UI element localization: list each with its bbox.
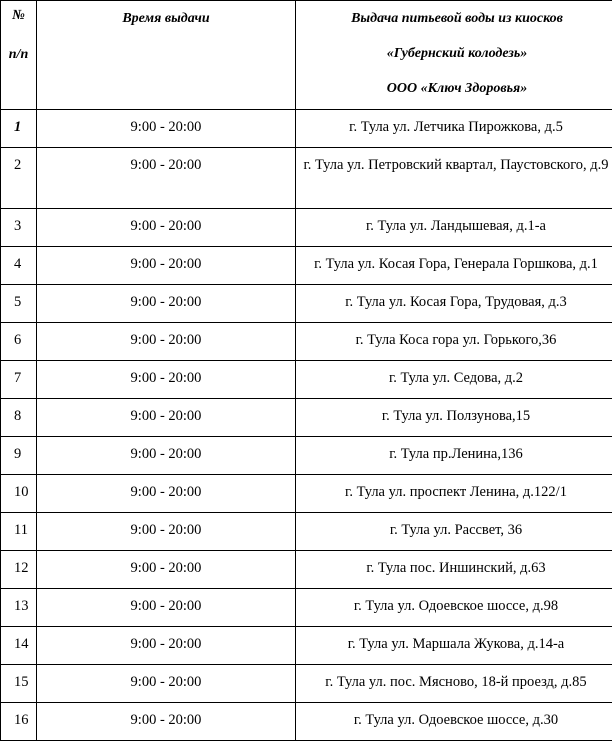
row-address: г. Тула пр.Ленина,136 <box>296 437 612 475</box>
header-row <box>1 1 612 110</box>
row-time: 9:00 - 20:00 <box>37 437 296 475</box>
row-time: 9:00 - 20:00 <box>37 148 296 209</box>
row-number: 13 <box>1 589 37 627</box>
row-time: 9:00 - 20:00 <box>37 475 296 513</box>
row-time: 9:00 - 20:00 <box>37 110 296 148</box>
table-row <box>1 551 612 589</box>
row-time: 9:00 - 20:00 <box>37 399 296 437</box>
header-title-line1: Выдача питьевой воды из киосков <box>296 1 612 36</box>
header-time-label: Время выдачи <box>37 1 295 36</box>
row-number: 7 <box>1 361 37 399</box>
row-time: 9:00 - 20:00 <box>37 513 296 551</box>
row-time: 9:00 - 20:00 <box>37 209 296 247</box>
header-time-cell <box>37 1 296 110</box>
row-number: 5 <box>1 285 37 323</box>
row-time: 9:00 - 20:00 <box>37 247 296 285</box>
table-row <box>1 148 612 209</box>
table-row <box>1 399 612 437</box>
row-address: г. Тула ул. Косая Гора, Генерала Горшкова, д.1 <box>296 247 612 285</box>
row-address: г. Тула ул. Седова, д.2 <box>296 361 612 399</box>
header-number-cell <box>1 1 37 110</box>
table-row <box>1 513 612 551</box>
row-number: 12 <box>1 551 37 589</box>
header-title-line2: «Губернский колодезь» <box>296 36 612 71</box>
row-number: 14 <box>1 627 37 665</box>
row-time: 9:00 - 20:00 <box>37 323 296 361</box>
row-number: 15 <box>1 665 37 703</box>
row-number: 3 <box>1 209 37 247</box>
table-row <box>1 110 612 148</box>
table-row <box>1 665 612 703</box>
row-time: 9:00 - 20:00 <box>37 627 296 665</box>
row-address: г. Тула ул. Ландышевая, д.1-а <box>296 209 612 247</box>
row-time: 9:00 - 20:00 <box>37 703 296 741</box>
row-time: 9:00 - 20:00 <box>37 665 296 703</box>
table-row <box>1 361 612 399</box>
row-number: 10 <box>1 475 37 513</box>
row-number: 11 <box>1 513 37 551</box>
row-address: г. Тула ул. Рассвет, 36 <box>296 513 612 551</box>
row-address: г. Тула пос. Иншинский, д.63 <box>296 551 612 589</box>
table-row <box>1 209 612 247</box>
table-row <box>1 589 612 627</box>
row-number: 8 <box>1 399 37 437</box>
row-address: г. Тула ул. пос. Мясново, 18-й проезд, д.85 <box>296 665 612 703</box>
row-address: г. Тула ул. проспект Ленина, д.122/1 <box>296 475 612 513</box>
table-body <box>1 110 612 741</box>
row-number: 2 <box>1 148 37 209</box>
table-row <box>1 627 612 665</box>
header-title-line3: ООО «Ключ Здоровья» <box>296 71 612 106</box>
row-number: 4 <box>1 247 37 285</box>
header-number-sign: № <box>1 1 36 27</box>
table-row <box>1 247 612 285</box>
row-address: г. Тула ул. Одоевское шоссе, д.30 <box>296 703 612 741</box>
row-number: 16 <box>1 703 37 741</box>
row-number: 1 <box>1 110 37 148</box>
row-address: г. Тула ул. Летчика Пирожкова, д.5 <box>296 110 612 148</box>
table-row <box>1 437 612 475</box>
row-address: г. Тула ул. Одоевское шоссе, д.98 <box>296 589 612 627</box>
row-time: 9:00 - 20:00 <box>37 285 296 323</box>
row-time: 9:00 - 20:00 <box>37 589 296 627</box>
row-time: 9:00 - 20:00 <box>37 361 296 399</box>
row-address: г. Тула ул. Маршала Жукова, д.14-а <box>296 627 612 665</box>
table-row <box>1 475 612 513</box>
row-address: г. Тула ул. Ползунова,15 <box>296 399 612 437</box>
header-title-cell <box>296 1 612 110</box>
row-address: г. Тула Коса гора ул. Горького,36 <box>296 323 612 361</box>
row-number: 9 <box>1 437 37 475</box>
row-address: г. Тула ул. Петровский квартал, Паустовского, д.9 <box>296 148 612 209</box>
table-row <box>1 323 612 361</box>
row-number: 6 <box>1 323 37 361</box>
row-address: г. Тула ул. Косая Гора, Трудовая, д.3 <box>296 285 612 323</box>
row-time: 9:00 - 20:00 <box>37 551 296 589</box>
table-row <box>1 285 612 323</box>
header-number-abbr: п/п <box>1 43 36 66</box>
